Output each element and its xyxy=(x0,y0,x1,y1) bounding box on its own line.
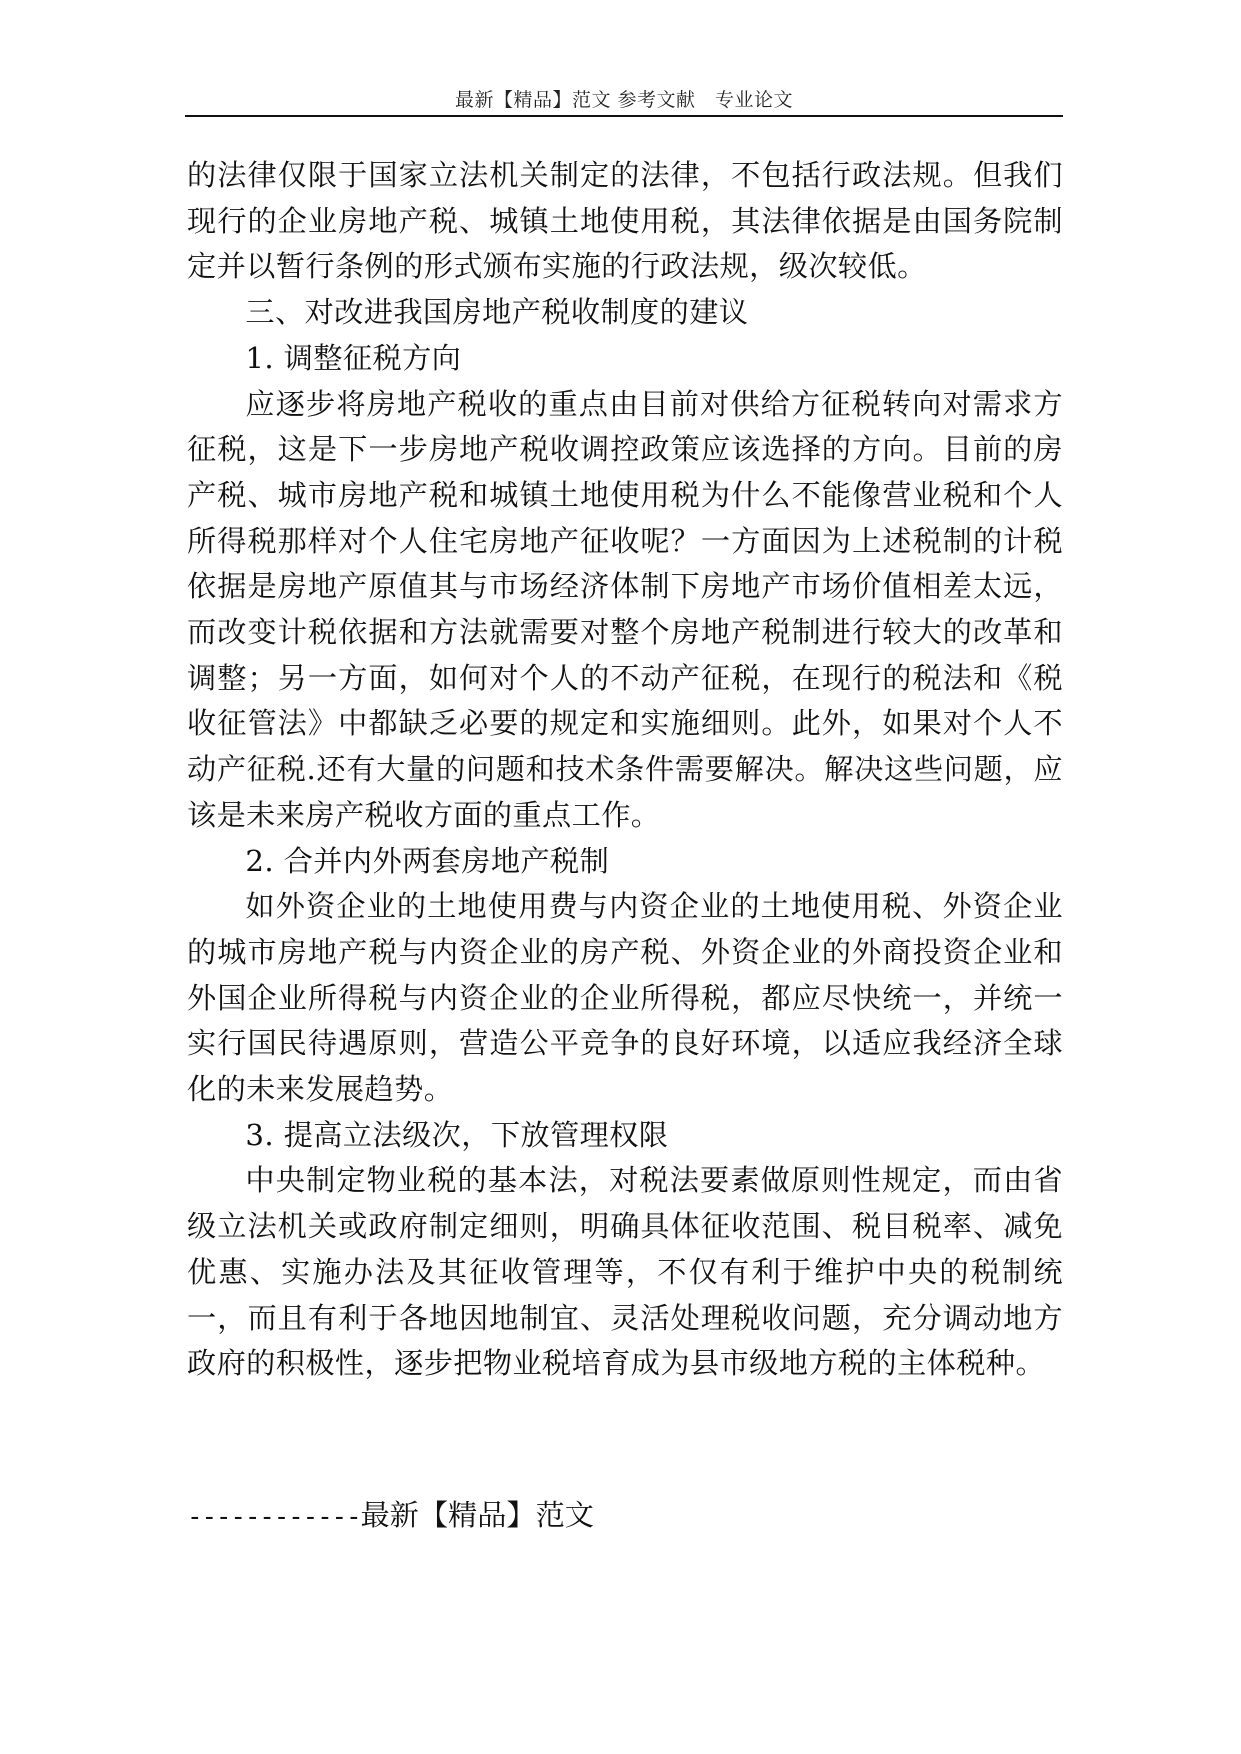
document-body xyxy=(187,153,1063,1387)
paragraph-continuation: 的法律仅限于国家立法机关制定的法律，不包括行政法规。但我们现行的企业房地产税、城镇土地使用税，其法律依据是由国务院制定并以暂行条例的形式颁布实施的行政法规，级次较低。 xyxy=(187,158,1063,284)
section-heading: 三、对改进我国房地产税收制度的建议 xyxy=(245,295,749,330)
footer-dashes: ------------ xyxy=(187,1502,361,1532)
page-header: 最新【精品】范文 参考文献 专业论文 xyxy=(454,89,794,111)
subsection-heading-1: 1. 调整征税方向 xyxy=(245,340,462,375)
paragraph-merge-tax-systems: 如外资企业的土地使用费与内资企业的土地使用税、外资企业的城市房地产税与内资企业的房产税、外资企业的外商投资企业和外国企业所得税与内资企业的企业所得税，都应尽快统一，并统一实行国民待遇原则，营造公平竞争的良好环境，以适应我经济全球化的未来发展趋势。 xyxy=(187,889,1063,1107)
footer-label: 最新【精品】范文 xyxy=(360,1498,594,1532)
paragraph-tax-direction: 应逐步将房地产税收的重点由目前对供给方征税转向对需求方征税，这是下一步房地产税收调控政策应该选择的方向。目前的房产税、城市房地产税和城镇土地使用税为什么不能像营业税和个人所得税那样对个人住宅房地产征收呢？一方面因为上述税制的计税依据是房地产原值其与市场经济体制下房地产市场价值相差太远，而改变计税依据和方法就需要对整个房地产税制进行较大的改革和调整；另一方面，如何对个人的不动产征税，在现行的税法和《税收征管法》中都缺乏必要的规定和实施细则。此外，如果对个人不动产征税.还有大量的问题和技术条件需要解决。解决这些问题，应该是未来房产税收方面的重点工作。 xyxy=(187,386,1063,832)
paragraph-legislation-level: 中央制定物业税的基本法，对税法要素做原则性规定，而由省级立法机关或政府制定细则，明确具体征收范围、税目税率、减免优惠、实施办法及其征收管理等，不仅有利于维护中央的税制统一，而且有利于各地因地制宜、灵活处理税收问题，充分调动地方政府的积极性，逐步把物业税培育成为县市级地方税的主体税种。 xyxy=(187,1163,1063,1381)
header-divider xyxy=(185,115,1063,117)
subsection-heading-3: 3. 提高立法级次，下放管理权限 xyxy=(245,1117,669,1152)
page-footer xyxy=(187,1495,594,1537)
subsection-heading-2: 2. 合并内外两套房地产税制 xyxy=(245,843,610,878)
